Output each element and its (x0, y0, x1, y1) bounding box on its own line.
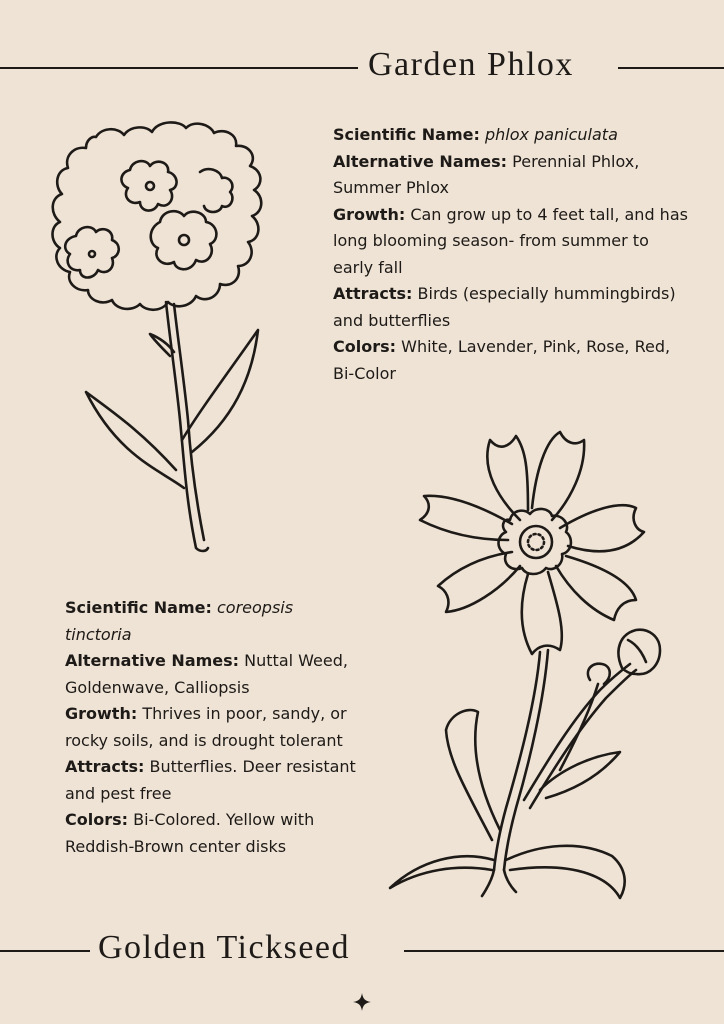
tickseed-branch (524, 664, 630, 800)
page-title-golden-tickseed: Golden Tickseed (98, 929, 350, 966)
page-title-garden-phlox: Garden Phlox (368, 46, 574, 83)
tickseed-colors: Colors: Bi-Colored. Yellow with Reddish-Brown center disks (65, 810, 315, 856)
tickseed-center-ring (499, 509, 571, 574)
tickseed-info (65, 595, 360, 860)
tickseed-branch-inner (530, 670, 636, 808)
tickseed-root (482, 870, 516, 896)
tickseed-alternative-names: Alternative Names: Nuttal Weed, Goldenwave, Calliopsis (65, 651, 348, 697)
phlox-growth: Growth: Can grow up to 4 feet tall, and has long blooming season- from summer to early fall (333, 204, 688, 277)
tickseed-leaf-right (540, 752, 620, 798)
tickseed-stem (494, 652, 540, 870)
phlox-alternative-names: Alternative Names: Perennial Phlox, Summer Phlox (333, 151, 640, 197)
tickseed-leaf-base-right (506, 846, 625, 898)
tickseed-center-disk (520, 526, 552, 558)
tickseed-center-dots (528, 534, 544, 550)
tickseed-scientific-name: Scientific Name: coreopsis tinctoria (65, 598, 294, 644)
tickseed-attracts: Attracts: Butterflies. Deer resistant and pest free (65, 757, 356, 803)
tickseed-growth: Growth: Thrives in poor, sandy, or rocky soils, and is drought tolerant (65, 704, 347, 750)
tickseed-leaf-base-left (390, 856, 494, 888)
bottom-rule-right (404, 950, 724, 952)
four-point-star-icon (352, 992, 372, 1012)
phlox-colors: Colors: White, Lavender, Pink, Rose, Red, Bi-Color (333, 337, 671, 383)
phlox-attracts: Attracts: Birds (especially hummingbirds) and butterflies (333, 284, 676, 330)
phlox-scientific-name: Scientific Name: phlox paniculata (333, 125, 618, 144)
tickseed-small-bud-stem (560, 684, 598, 770)
tickseed-leaf-left (446, 710, 500, 840)
tickseed-bud-sepal (628, 640, 646, 662)
bottom-rule-left (0, 950, 90, 952)
tickseed-stem-inner (504, 650, 548, 870)
tickseed-petals (420, 432, 644, 654)
tickseed-small-bud (588, 664, 610, 684)
